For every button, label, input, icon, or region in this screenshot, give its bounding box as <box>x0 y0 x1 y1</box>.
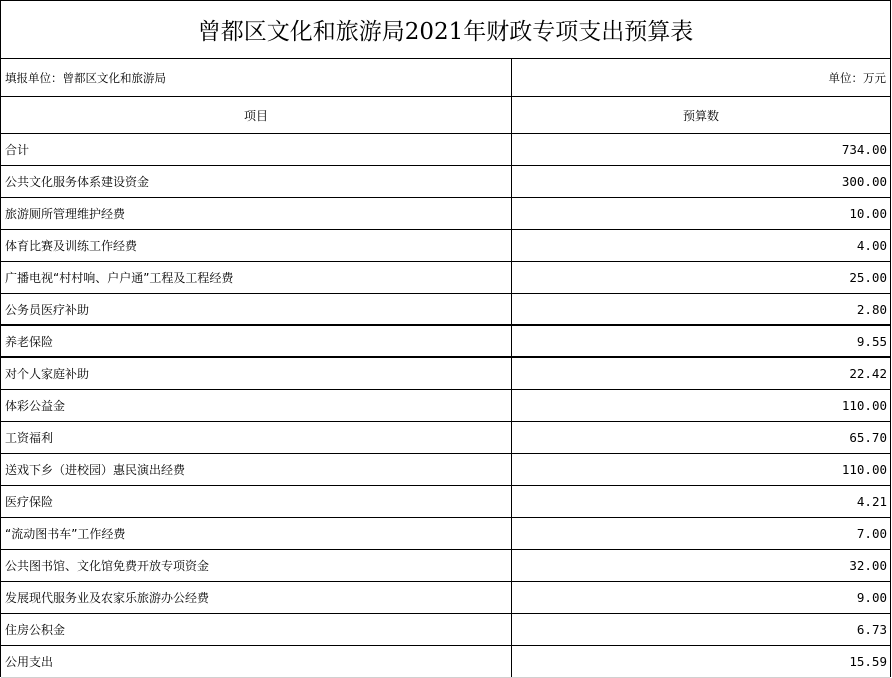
table-row <box>1 326 890 358</box>
row-amount: 32.00 <box>849 558 887 573</box>
row-item: 合计 <box>1 134 512 165</box>
row-amount: 6.73 <box>856 622 887 637</box>
row-item: 工资福利 <box>1 422 512 453</box>
table-row <box>1 198 890 230</box>
row-amount: 22.42 <box>849 366 887 381</box>
info-row <box>1 59 890 97</box>
table-row <box>1 518 890 550</box>
table-row <box>1 166 890 198</box>
row-item: 对个人家庭补助 <box>1 358 512 389</box>
row-amount: 110.00 <box>841 462 887 477</box>
row-amount: 734.00 <box>841 142 887 157</box>
row-amount: 110.00 <box>841 398 887 413</box>
table-row <box>1 486 890 518</box>
currency-unit: 单位：万元 <box>828 70 886 85</box>
table-row <box>1 262 890 294</box>
table-row <box>1 454 890 486</box>
reporting-unit: 填报单位：曾都区文化和旅游局 <box>1 59 512 96</box>
row-item: 医疗保险 <box>1 486 512 517</box>
row-amount: 65.70 <box>849 430 887 445</box>
row-item: 养老保险 <box>1 326 512 356</box>
table-row <box>1 230 890 262</box>
header-amount: 预算数 <box>682 108 719 123</box>
row-item: 公务员医疗补助 <box>1 294 512 324</box>
row-item: 公共文化服务体系建设资金 <box>1 166 512 197</box>
row-amount: 300.00 <box>841 174 887 189</box>
table-row <box>1 582 890 614</box>
table-row <box>1 422 890 454</box>
budget-table-body <box>1 134 890 678</box>
row-item: 广播电视“村村响、户户通”工程及工程经费 <box>1 262 512 293</box>
table-row <box>1 134 890 166</box>
row-amount: 10.00 <box>849 206 887 221</box>
row-item: 住房公积金 <box>1 614 512 645</box>
row-amount: 7.00 <box>856 526 887 541</box>
row-amount: 9.00 <box>856 590 887 605</box>
row-amount: 2.80 <box>856 301 887 317</box>
row-amount: 4.21 <box>856 494 887 509</box>
row-amount: 15.59 <box>849 654 887 669</box>
row-item: “流动图书车”工作经费 <box>1 518 512 549</box>
row-item: 体育比赛及训练工作经费 <box>1 230 512 261</box>
header-item: 项目 <box>1 97 512 133</box>
table-row <box>1 614 890 646</box>
row-amount: 9.55 <box>856 333 887 349</box>
table-row <box>1 646 890 678</box>
row-item: 旅游厕所管理维护经费 <box>1 198 512 229</box>
table-row <box>1 294 890 326</box>
row-item: 体彩公益金 <box>1 390 512 421</box>
table-row <box>1 358 890 390</box>
table-row <box>1 550 890 582</box>
column-header-row <box>1 97 890 134</box>
row-amount: 25.00 <box>849 270 887 285</box>
row-item: 发展现代服务业及农家乐旅游办公经费 <box>1 582 512 613</box>
sheet-title: 曾都区文化和旅游局2021年财政专项支出预算表 <box>1 1 890 59</box>
row-amount: 4.00 <box>856 238 887 253</box>
table-row <box>1 390 890 422</box>
row-item: 送戏下乡（进校园）惠民演出经费 <box>1 454 512 485</box>
row-item: 公用支出 <box>1 646 512 677</box>
row-item: 公共图书馆、文化馆免费开放专项资金 <box>1 550 512 581</box>
